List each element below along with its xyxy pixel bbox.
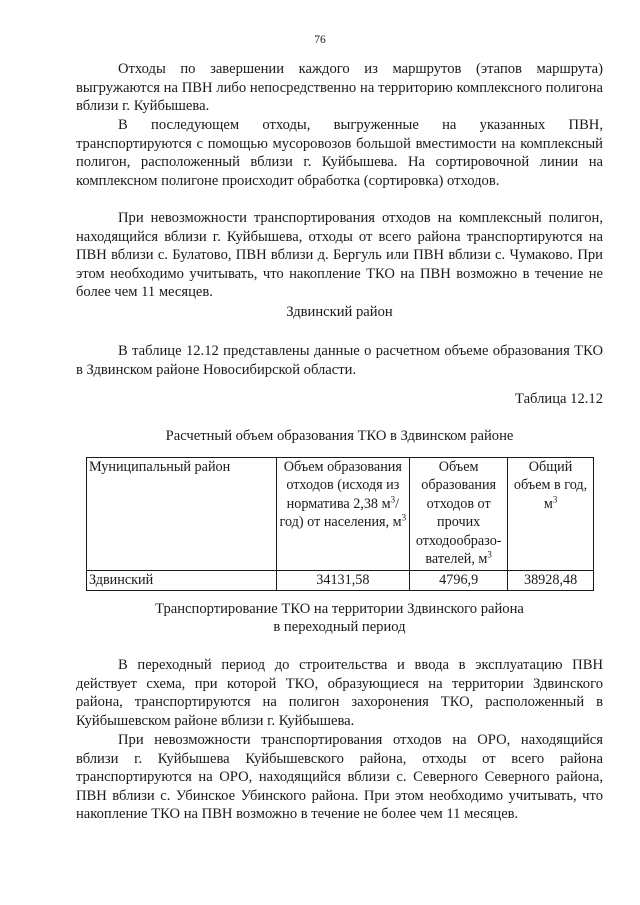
paragraph-oro-alternative: При невозможности транспортирования отходов на ОРО, находящийся вблизи г. Куйбышева Куйбышевского района, отходы от всего района транспортируются на ОРО, находящийся вблизи с. Северного Северного района, ПВН вблизи с. Убинское Убинского района. При этом необходимо учитывать, что накопление ТКО на ПВН возможно в течение не более чем 11 месяцев. <box>76 732 603 823</box>
paragraph-alternative-transport: При невозможности транспортирования отходов на комплексный полигон, находящийся вблизи г. Куйбышева, отходы от всего района транспортируются на ПВН вблизи с. Булатово, ПВН вблизи д. Бергуль или ПВН вблизи с. Чумаково. При этом необходимо учитывать, что накопление ТКО на ПВН возможно в течение не более чем 11 месяцев. <box>76 210 603 301</box>
paragraph-table-intro: В таблице 12.12 представлены данные о расчетном объеме образования ТКО в Здвинском районе Новосибирской области. <box>76 343 603 378</box>
cell-other-volume: 4796,9 <box>410 571 508 590</box>
paragraph-transitional-scheme: В переходный период до строительства и ввода в эксплуатацию ПВН действует схема, при которой ТКО, образующиеся на территории Здвинского района, транспортируются на полигон захоронения ТКО, расположенный в Куйбышевском районе вблизи г. Куйбышева. <box>76 657 603 729</box>
heading-district: Здвинский район <box>286 304 393 320</box>
table-label: Таблица 12.12 <box>515 391 603 407</box>
cell-district: Здвинский <box>87 571 277 590</box>
header-total-volume: Общий объем в год, $м^3$ <box>508 458 594 571</box>
page-number: 76 <box>314 34 326 46</box>
header-other-volume: Объем образования отходов от прочих отходообразо-вателей, $м^3$ <box>410 458 508 571</box>
table-row <box>87 571 594 590</box>
heading-transport-line-1: Транспортирование ТКО на территории Здвинского района <box>155 601 524 617</box>
cell-population-volume: 34131,58 <box>276 571 410 590</box>
header-population-volume: Объем образования отходов (исходя из норматива 2,38 $м^3/год$) от населения, $м^3$ <box>276 458 410 571</box>
heading-transport-line-2: в переходный период <box>273 619 406 635</box>
table-header-row <box>87 458 594 571</box>
header-municipal-district: Муниципальный район <box>87 458 277 571</box>
cell-total-volume: 38928,48 <box>508 571 594 590</box>
paragraph-waste-unloading: Отходы по завершении каждого из маршрутов (этапов маршрута) выгружаются на ПВН либо непосредственно на территорию комплексного полигона вблизи г. Куйбышева. <box>76 61 603 115</box>
table-title: Расчетный объем образования ТКО в Здвинском районе <box>165 428 514 444</box>
waste-volume-table <box>86 457 594 591</box>
paragraph-transport-to-landfill: В последующем отходы, выгруженные на указанных ПВН, транспортируются с помощью мусоровозов большой вместимости на комплексный полигон, расположенный вблизи г. Куйбышева. На сортировочной линии на комплексном полигоне происходит обработка (сортировка) отходов. <box>76 117 603 189</box>
